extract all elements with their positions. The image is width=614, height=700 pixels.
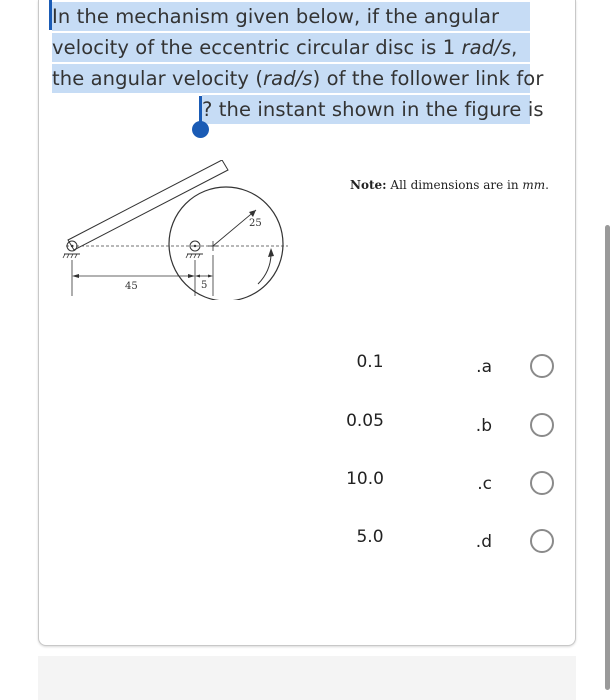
- question-line-1: In the mechanism given below, if the angular: [52, 2, 530, 31]
- option-letter: .a: [476, 357, 492, 377]
- next-card-placeholder: [38, 656, 576, 700]
- dimension-45: 45: [125, 281, 138, 292]
- option-value: 0.05: [346, 411, 384, 431]
- option-value: 10.0: [346, 469, 384, 489]
- eccentric-disc: [169, 187, 283, 300]
- option-d-radio[interactable]: [530, 529, 554, 553]
- selection-start-cursor[interactable]: [49, 0, 52, 30]
- question-line-2: velocity of the eccentric circular disc is 1 rad/s,: [52, 33, 530, 62]
- scrollbar[interactable]: [605, 225, 610, 690]
- mechanism-figure: [58, 160, 298, 300]
- option-value: 0.1: [356, 352, 384, 372]
- option-letter: .d: [475, 532, 492, 552]
- question-line-4: ? the instant shown in the figure is: [202, 95, 530, 124]
- option-letter: .b: [475, 416, 492, 436]
- option-letter: .c: [477, 474, 492, 494]
- dimension-5: 5: [201, 280, 208, 291]
- selection-handle[interactable]: [192, 121, 209, 138]
- dimension-25: 25: [249, 218, 262, 229]
- option-b-radio[interactable]: [530, 413, 554, 437]
- disc-pivot: [186, 241, 203, 258]
- option-c-radio[interactable]: [530, 471, 554, 495]
- question-line-3: the angular velocity (rad/s) of the follower link for: [52, 64, 530, 93]
- option-a-radio[interactable]: [530, 354, 554, 378]
- option-value: 5.0: [356, 527, 384, 547]
- note-text: Note: All dimensions are in mm.: [350, 178, 549, 192]
- follower-link: [68, 160, 228, 250]
